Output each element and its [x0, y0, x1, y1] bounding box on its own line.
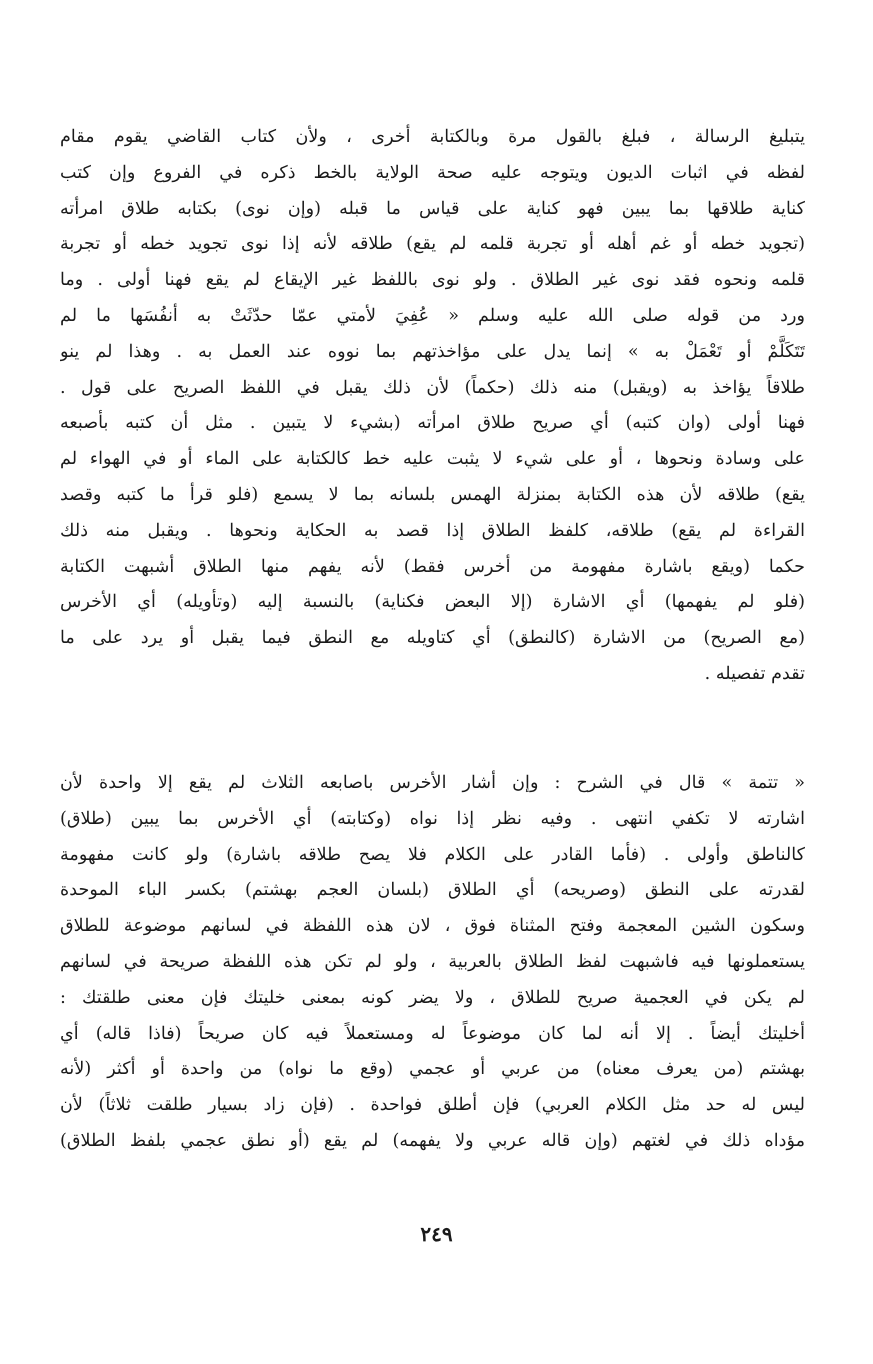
text-line: تقدم تفصيله .: [704, 663, 805, 684]
text-line: مؤداه ذلك في لغتهم (وإن قاله عربي ولا يفهمه) لم يقع (أو نطق عجمي بلفظ الطلاق): [60, 1130, 805, 1151]
text-line: لفظه في اثبات الديون ويتوجه عليه صحة الولاية بالخط ذكره في الفروع وإن كتب: [60, 162, 805, 183]
text-line: أخليتك أيضاً . إلا أنه لما كان موضوعاً له ومستعملاً فيه كان صريحاً (فاذا قاله) أي: [60, 1023, 805, 1044]
paragraph-2: [60, 766, 805, 1160]
text-line: لقدرته على النطق (وصريحه) أي الطلاق (بلسان العجم بهشتم) بكسر الباء الموحدة: [60, 880, 805, 901]
text-line: (مع الصريح) من الاشارة (كالنطق) أي كتاويله مع النطق فيما يقبل أو يرد على ما: [60, 628, 805, 649]
text-line: اشارته لا تكفي انتهى . وفيه نظر إذا نواه (وكتابته) أي الأخرس بما يبين (طلاق): [60, 808, 805, 829]
text-line: يستعملونها فيه فاشبهت لفظ الطلاق بالعربية ، ولو لم تكن هذه اللفظة صريحة في لسانهم: [60, 951, 805, 972]
text-line: قلمه ونحوه فقد نوى غير الطلاق . ولو نوى باللفظ غير الإيقاع لم يقع فهنا أولى . وما: [60, 270, 805, 291]
text-line: (تجويد خطه أو غم أهله أو تجربة قلمه لم يقع) طلاقه لأنه إذا نوى تجويد خطه أو تجربة: [60, 234, 805, 255]
text-line: يتبليغ الرسالة ، فبلغ بالقول مرة وبالكتابة أخرى ، ولأن كتاب القاضي يقوم مقام: [60, 127, 805, 147]
text-line: القراءة لم يقع) طلاقه، كلفظ الطلاق إذا قصد به الحكاية ونحوها . ويقبل منه ذلك: [60, 520, 805, 541]
text-line: حكما (ويقع باشارة مفهومة من أخرس فقط) لأنه يفهم منها الطلاق أشبهت الكتابة: [60, 556, 805, 577]
text-line: كالناطق وأولى . (فأما القادر على الكلام فلا يصح طلاقه باشارة) ولو كانت مفهومة: [60, 844, 805, 865]
text-line: بهشتم (من يعرف معناه) من عربي أو عجمي (وقع ما نواه) من واحدة أو أكثر (لأنه: [60, 1059, 805, 1080]
text-line: ليس له حد مثل الكلام العربي) فإن أطلق فواحدة . (فإن زاد بسيار طلقت ثلاثاً) لأن: [60, 1095, 805, 1116]
text-line: كناية طلاقها بما يبين فهو كناية على قياس ما قبله (وإن نوى) بكتابه طلاق امرأته: [60, 198, 805, 219]
page-number: ٢٤٩: [420, 1222, 453, 1246]
paragraph-1: [60, 120, 805, 693]
text-line: طلاقاً يؤاخذ به (ويقبل) منه ذلك (حكماً) لأن ذلك يقبل في اللفظ الصريح على قول .: [60, 377, 805, 398]
text-line: ورد من قوله صلى الله عليه وسلم « عُفِيَ لأمتي عمّا حدّثَتْ به أنفُسَها ما لم: [60, 305, 805, 326]
text-line: وسكون الشين المعجمة وفتح المثناة فوق ، لان هذه اللفظة في لسانهم موضوعة للطلاق: [60, 916, 805, 937]
text-line: (فلو لم يفهمها) أي الاشارة (إلا البعض فكناية) بالنسبة إليه (وتأويله) أي الأخرس: [60, 592, 805, 613]
text-line: فهنا أولى (وان كتبه) أي صريح طلاق امرأته (بشيء لا يتبين . مثل أن كتبه بأصبعه: [60, 413, 805, 434]
text-line: لم يكن في العجمية صريح للطلاق ، ولا يضر كونه بمعنى خليتك فإن معنى طلقتك :: [60, 987, 805, 1008]
text-line: يقع) طلاقه لأن هذه الكتابة بمنزلة الهمس بلسانه بما لا يسمع (فلو قرأ ما كتبه وقصد: [60, 484, 805, 505]
text-line: على وسادة ونحوها ، أو على شيء لا يثبت عليه خط كالكتابة على الماء أو في الهواء لم: [60, 449, 805, 470]
text-line: تَتَكَلَّمْ أو تَعْمَلْ به » إنما يدل على مؤاخذتهم بما نووه عند العمل به . وهذا لم ينو: [60, 341, 805, 362]
text-line: « تتمة » قال في الشرح : وإن أشار الأخرس باصابعه الثلاث لم يقع إلا واحدة لأن: [60, 773, 805, 793]
